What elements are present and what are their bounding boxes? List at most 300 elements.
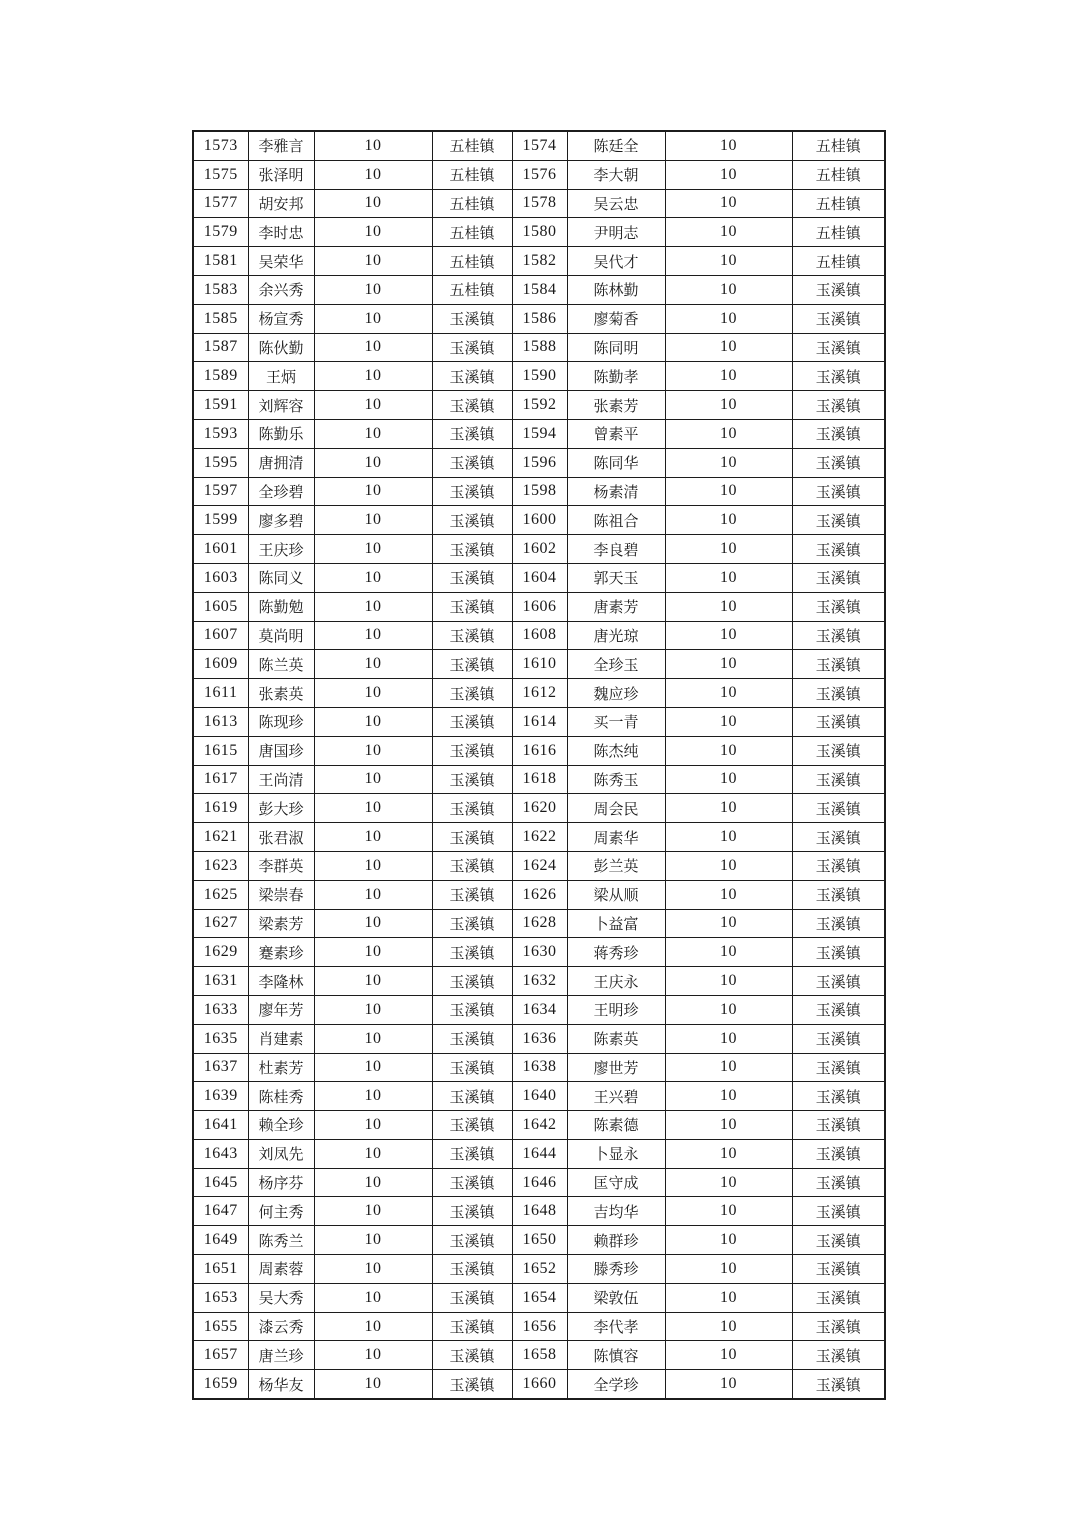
amount-left: 10 xyxy=(314,362,432,391)
person-name-left: 李隆林 xyxy=(248,967,314,996)
table-row xyxy=(193,1283,885,1312)
record-id-left: 1613 xyxy=(193,707,248,736)
amount-left: 10 xyxy=(314,1197,432,1226)
person-name-left: 王庆珍 xyxy=(248,535,314,564)
record-id-left: 1589 xyxy=(193,362,248,391)
record-id-left: 1645 xyxy=(193,1168,248,1197)
town-right: 玉溪镇 xyxy=(792,1312,885,1341)
town-right: 五桂镇 xyxy=(792,247,885,276)
amount-right: 10 xyxy=(665,707,792,736)
table-row xyxy=(193,1197,885,1226)
table-row xyxy=(193,275,885,304)
record-id-right: 1652 xyxy=(512,1255,567,1284)
amount-left: 10 xyxy=(314,333,432,362)
person-name-left: 李雅言 xyxy=(248,131,314,160)
record-id-left: 1573 xyxy=(193,131,248,160)
town-left: 玉溪镇 xyxy=(432,1053,512,1082)
record-id-right: 1608 xyxy=(512,621,567,650)
amount-right: 10 xyxy=(665,477,792,506)
table-row xyxy=(193,1370,885,1399)
town-left: 玉溪镇 xyxy=(432,535,512,564)
record-id-left: 1583 xyxy=(193,275,248,304)
amount-left: 10 xyxy=(314,391,432,420)
town-right: 玉溪镇 xyxy=(792,448,885,477)
table-row xyxy=(193,880,885,909)
table-row xyxy=(193,1024,885,1053)
amount-right: 10 xyxy=(665,1197,792,1226)
record-id-right: 1636 xyxy=(512,1024,567,1053)
table-row xyxy=(193,333,885,362)
table-row xyxy=(193,218,885,247)
amount-left: 10 xyxy=(314,275,432,304)
amount-left: 10 xyxy=(314,938,432,967)
amount-right: 10 xyxy=(665,535,792,564)
town-left: 玉溪镇 xyxy=(432,506,512,535)
person-name-left: 余兴秀 xyxy=(248,275,314,304)
town-left: 玉溪镇 xyxy=(432,823,512,852)
town-right: 玉溪镇 xyxy=(792,1370,885,1399)
amount-left: 10 xyxy=(314,679,432,708)
person-name-right: 李大朝 xyxy=(567,160,665,189)
person-name-left: 陈伙勤 xyxy=(248,333,314,362)
amount-left: 10 xyxy=(314,506,432,535)
person-name-right: 曾素平 xyxy=(567,419,665,448)
record-id-left: 1585 xyxy=(193,304,248,333)
record-id-right: 1642 xyxy=(512,1111,567,1140)
table-row xyxy=(193,1341,885,1370)
record-id-left: 1619 xyxy=(193,794,248,823)
town-left: 玉溪镇 xyxy=(432,650,512,679)
table-row xyxy=(193,563,885,592)
amount-right: 10 xyxy=(665,967,792,996)
town-left: 玉溪镇 xyxy=(432,448,512,477)
person-name-left: 全珍碧 xyxy=(248,477,314,506)
town-right: 玉溪镇 xyxy=(792,477,885,506)
town-left: 玉溪镇 xyxy=(432,1370,512,1399)
record-id-left: 1659 xyxy=(193,1370,248,1399)
amount-right: 10 xyxy=(665,1370,792,1399)
person-name-left: 陈勤乐 xyxy=(248,419,314,448)
person-name-left: 莫尚明 xyxy=(248,621,314,650)
amount-right: 10 xyxy=(665,736,792,765)
person-name-left: 漆云秀 xyxy=(248,1312,314,1341)
town-left: 五桂镇 xyxy=(432,160,512,189)
amount-right: 10 xyxy=(665,851,792,880)
record-id-left: 1605 xyxy=(193,592,248,621)
table-row xyxy=(193,794,885,823)
record-id-right: 1614 xyxy=(512,707,567,736)
town-right: 玉溪镇 xyxy=(792,275,885,304)
town-right: 玉溪镇 xyxy=(792,592,885,621)
person-name-left: 赖全珍 xyxy=(248,1111,314,1140)
table-row xyxy=(193,621,885,650)
amount-left: 10 xyxy=(314,1283,432,1312)
town-right: 五桂镇 xyxy=(792,131,885,160)
town-left: 五桂镇 xyxy=(432,218,512,247)
amount-right: 10 xyxy=(665,218,792,247)
town-right: 玉溪镇 xyxy=(792,419,885,448)
record-id-left: 1631 xyxy=(193,967,248,996)
amount-left: 10 xyxy=(314,247,432,276)
amount-left: 10 xyxy=(314,1082,432,1111)
record-id-right: 1646 xyxy=(512,1168,567,1197)
table-row xyxy=(193,823,885,852)
town-right: 玉溪镇 xyxy=(792,362,885,391)
table-row xyxy=(193,995,885,1024)
record-id-left: 1617 xyxy=(193,765,248,794)
record-id-right: 1622 xyxy=(512,823,567,852)
person-name-left: 蹇素珍 xyxy=(248,938,314,967)
record-id-left: 1611 xyxy=(193,679,248,708)
record-id-left: 1623 xyxy=(193,851,248,880)
town-right: 玉溪镇 xyxy=(792,736,885,765)
town-right: 玉溪镇 xyxy=(792,304,885,333)
person-name-left: 杨华友 xyxy=(248,1370,314,1399)
person-name-left: 李时忠 xyxy=(248,218,314,247)
person-name-left: 梁崇春 xyxy=(248,880,314,909)
record-id-left: 1587 xyxy=(193,333,248,362)
person-name-right: 滕秀珍 xyxy=(567,1255,665,1284)
person-name-left: 刘辉容 xyxy=(248,391,314,420)
town-right: 五桂镇 xyxy=(792,218,885,247)
person-name-left: 唐兰珍 xyxy=(248,1341,314,1370)
table-row xyxy=(193,938,885,967)
table-row xyxy=(193,1082,885,1111)
record-id-right: 1650 xyxy=(512,1226,567,1255)
person-name-right: 唐素芳 xyxy=(567,592,665,621)
person-name-right: 郭天玉 xyxy=(567,563,665,592)
person-name-left: 张君淑 xyxy=(248,823,314,852)
amount-right: 10 xyxy=(665,419,792,448)
town-right: 玉溪镇 xyxy=(792,707,885,736)
record-id-left: 1603 xyxy=(193,563,248,592)
amount-left: 10 xyxy=(314,419,432,448)
person-name-right: 陈秀玉 xyxy=(567,765,665,794)
amount-right: 10 xyxy=(665,938,792,967)
table-row xyxy=(193,1111,885,1140)
town-right: 玉溪镇 xyxy=(792,1111,885,1140)
amount-right: 10 xyxy=(665,247,792,276)
amount-left: 10 xyxy=(314,1312,432,1341)
amount-right: 10 xyxy=(665,995,792,1024)
town-right: 玉溪镇 xyxy=(792,880,885,909)
record-id-left: 1649 xyxy=(193,1226,248,1255)
person-name-right: 陈慎容 xyxy=(567,1341,665,1370)
table-row xyxy=(193,448,885,477)
record-id-left: 1643 xyxy=(193,1139,248,1168)
record-id-left: 1607 xyxy=(193,621,248,650)
person-name-left: 杨序芬 xyxy=(248,1168,314,1197)
town-right: 玉溪镇 xyxy=(792,621,885,650)
amount-left: 10 xyxy=(314,1053,432,1082)
amount-left: 10 xyxy=(314,909,432,938)
town-right: 玉溪镇 xyxy=(792,679,885,708)
record-id-right: 1630 xyxy=(512,938,567,967)
person-name-right: 彭兰英 xyxy=(567,851,665,880)
town-left: 玉溪镇 xyxy=(432,736,512,765)
record-id-right: 1594 xyxy=(512,419,567,448)
person-name-left: 陈现珍 xyxy=(248,707,314,736)
person-name-right: 梁敦伍 xyxy=(567,1283,665,1312)
person-name-right: 吉均华 xyxy=(567,1197,665,1226)
table-row xyxy=(193,477,885,506)
amount-left: 10 xyxy=(314,1370,432,1399)
amount-left: 10 xyxy=(314,448,432,477)
amount-right: 10 xyxy=(665,563,792,592)
amount-left: 10 xyxy=(314,621,432,650)
town-left: 玉溪镇 xyxy=(432,1283,512,1312)
record-id-right: 1658 xyxy=(512,1341,567,1370)
record-id-right: 1620 xyxy=(512,794,567,823)
town-left: 玉溪镇 xyxy=(432,909,512,938)
town-left: 玉溪镇 xyxy=(432,1226,512,1255)
person-name-left: 唐国珍 xyxy=(248,736,314,765)
table-row xyxy=(193,1168,885,1197)
record-id-left: 1655 xyxy=(193,1312,248,1341)
amount-left: 10 xyxy=(314,707,432,736)
person-name-left: 周素蓉 xyxy=(248,1255,314,1284)
beneficiary-table-body xyxy=(193,131,885,1399)
town-right: 玉溪镇 xyxy=(792,650,885,679)
amount-right: 10 xyxy=(665,1111,792,1140)
person-name-left: 何主秀 xyxy=(248,1197,314,1226)
person-name-left: 唐拥清 xyxy=(248,448,314,477)
town-left: 玉溪镇 xyxy=(432,794,512,823)
table-row xyxy=(193,967,885,996)
town-left: 玉溪镇 xyxy=(432,679,512,708)
person-name-right: 卜显永 xyxy=(567,1139,665,1168)
amount-right: 10 xyxy=(665,1082,792,1111)
person-name-right: 陈同华 xyxy=(567,448,665,477)
town-right: 玉溪镇 xyxy=(792,794,885,823)
person-name-right: 唐光琼 xyxy=(567,621,665,650)
amount-right: 10 xyxy=(665,1053,792,1082)
record-id-left: 1591 xyxy=(193,391,248,420)
person-name-right: 吴代才 xyxy=(567,247,665,276)
person-name-right: 王庆永 xyxy=(567,967,665,996)
record-id-right: 1644 xyxy=(512,1139,567,1168)
town-right: 玉溪镇 xyxy=(792,995,885,1024)
person-name-right: 陈素英 xyxy=(567,1024,665,1053)
town-left: 玉溪镇 xyxy=(432,1082,512,1111)
record-id-right: 1632 xyxy=(512,967,567,996)
amount-left: 10 xyxy=(314,823,432,852)
person-name-left: 杨宣秀 xyxy=(248,304,314,333)
person-name-right: 王明珍 xyxy=(567,995,665,1024)
record-id-left: 1601 xyxy=(193,535,248,564)
town-left: 玉溪镇 xyxy=(432,419,512,448)
record-id-left: 1599 xyxy=(193,506,248,535)
town-right: 玉溪镇 xyxy=(792,765,885,794)
record-id-left: 1641 xyxy=(193,1111,248,1140)
record-id-right: 1592 xyxy=(512,391,567,420)
person-name-right: 魏应珍 xyxy=(567,679,665,708)
record-id-left: 1625 xyxy=(193,880,248,909)
person-name-right: 李良碧 xyxy=(567,535,665,564)
record-id-right: 1660 xyxy=(512,1370,567,1399)
person-name-right: 卜益富 xyxy=(567,909,665,938)
amount-right: 10 xyxy=(665,506,792,535)
beneficiary-table xyxy=(192,130,886,1400)
person-name-right: 赖群珍 xyxy=(567,1226,665,1255)
record-id-left: 1647 xyxy=(193,1197,248,1226)
town-left: 玉溪镇 xyxy=(432,1024,512,1053)
table-row xyxy=(193,707,885,736)
person-name-right: 陈廷全 xyxy=(567,131,665,160)
town-right: 玉溪镇 xyxy=(792,823,885,852)
amount-left: 10 xyxy=(314,765,432,794)
record-id-right: 1586 xyxy=(512,304,567,333)
amount-left: 10 xyxy=(314,1341,432,1370)
record-id-right: 1640 xyxy=(512,1082,567,1111)
record-id-right: 1574 xyxy=(512,131,567,160)
record-id-right: 1590 xyxy=(512,362,567,391)
record-id-left: 1579 xyxy=(193,218,248,247)
record-id-right: 1596 xyxy=(512,448,567,477)
town-right: 玉溪镇 xyxy=(792,1082,885,1111)
person-name-right: 陈祖合 xyxy=(567,506,665,535)
town-right: 五桂镇 xyxy=(792,160,885,189)
town-left: 玉溪镇 xyxy=(432,1168,512,1197)
person-name-left: 张素英 xyxy=(248,679,314,708)
amount-left: 10 xyxy=(314,131,432,160)
town-left: 玉溪镇 xyxy=(432,1255,512,1284)
person-name-left: 吴大秀 xyxy=(248,1283,314,1312)
amount-left: 10 xyxy=(314,160,432,189)
person-name-left: 吴荣华 xyxy=(248,247,314,276)
table-row xyxy=(193,679,885,708)
town-right: 玉溪镇 xyxy=(792,1024,885,1053)
amount-right: 10 xyxy=(665,189,792,218)
amount-left: 10 xyxy=(314,1226,432,1255)
record-id-left: 1595 xyxy=(193,448,248,477)
town-right: 玉溪镇 xyxy=(792,1197,885,1226)
record-id-right: 1588 xyxy=(512,333,567,362)
amount-left: 10 xyxy=(314,189,432,218)
person-name-left: 王尚清 xyxy=(248,765,314,794)
person-name-right: 梁从顺 xyxy=(567,880,665,909)
amount-left: 10 xyxy=(314,967,432,996)
person-name-right: 全珍玉 xyxy=(567,650,665,679)
town-left: 玉溪镇 xyxy=(432,967,512,996)
amount-left: 10 xyxy=(314,880,432,909)
amount-right: 10 xyxy=(665,621,792,650)
table-row xyxy=(193,304,885,333)
town-right: 玉溪镇 xyxy=(792,1283,885,1312)
town-right: 玉溪镇 xyxy=(792,535,885,564)
person-name-right: 陈杰纯 xyxy=(567,736,665,765)
amount-right: 10 xyxy=(665,333,792,362)
table-row xyxy=(193,160,885,189)
person-name-left: 陈同义 xyxy=(248,563,314,592)
town-right: 玉溪镇 xyxy=(792,1168,885,1197)
town-right: 玉溪镇 xyxy=(792,909,885,938)
amount-right: 10 xyxy=(665,679,792,708)
record-id-right: 1656 xyxy=(512,1312,567,1341)
amount-left: 10 xyxy=(314,736,432,765)
amount-right: 10 xyxy=(665,1312,792,1341)
amount-left: 10 xyxy=(314,995,432,1024)
person-name-left: 刘凤先 xyxy=(248,1139,314,1168)
person-name-right: 买一青 xyxy=(567,707,665,736)
person-name-right: 陈素德 xyxy=(567,1111,665,1140)
record-id-left: 1581 xyxy=(193,247,248,276)
record-id-right: 1578 xyxy=(512,189,567,218)
town-left: 五桂镇 xyxy=(432,189,512,218)
amount-right: 10 xyxy=(665,391,792,420)
record-id-right: 1584 xyxy=(512,275,567,304)
record-id-left: 1609 xyxy=(193,650,248,679)
record-id-left: 1627 xyxy=(193,909,248,938)
record-id-right: 1626 xyxy=(512,880,567,909)
amount-left: 10 xyxy=(314,1139,432,1168)
amount-right: 10 xyxy=(665,160,792,189)
town-left: 五桂镇 xyxy=(432,275,512,304)
person-name-left: 陈秀兰 xyxy=(248,1226,314,1255)
person-name-right: 王兴碧 xyxy=(567,1082,665,1111)
amount-left: 10 xyxy=(314,535,432,564)
record-id-right: 1612 xyxy=(512,679,567,708)
record-id-right: 1600 xyxy=(512,506,567,535)
town-left: 玉溪镇 xyxy=(432,765,512,794)
table-row xyxy=(193,765,885,794)
person-name-right: 杨素清 xyxy=(567,477,665,506)
amount-right: 10 xyxy=(665,1283,792,1312)
record-id-left: 1597 xyxy=(193,477,248,506)
amount-left: 10 xyxy=(314,563,432,592)
town-left: 玉溪镇 xyxy=(432,592,512,621)
town-left: 五桂镇 xyxy=(432,247,512,276)
record-id-right: 1634 xyxy=(512,995,567,1024)
amount-right: 10 xyxy=(665,1226,792,1255)
person-name-right: 张素芳 xyxy=(567,391,665,420)
town-left: 玉溪镇 xyxy=(432,1197,512,1226)
person-name-left: 梁素芳 xyxy=(248,909,314,938)
record-id-right: 1604 xyxy=(512,563,567,592)
record-id-right: 1606 xyxy=(512,592,567,621)
table-row xyxy=(193,1139,885,1168)
table-row xyxy=(193,189,885,218)
person-name-right: 匡守成 xyxy=(567,1168,665,1197)
person-name-right: 陈勤孝 xyxy=(567,362,665,391)
person-name-right: 尹明志 xyxy=(567,218,665,247)
amount-right: 10 xyxy=(665,304,792,333)
record-id-left: 1577 xyxy=(193,189,248,218)
amount-right: 10 xyxy=(665,1168,792,1197)
town-left: 玉溪镇 xyxy=(432,938,512,967)
town-right: 玉溪镇 xyxy=(792,851,885,880)
amount-left: 10 xyxy=(314,218,432,247)
amount-right: 10 xyxy=(665,275,792,304)
amount-left: 10 xyxy=(314,794,432,823)
record-id-left: 1633 xyxy=(193,995,248,1024)
amount-left: 10 xyxy=(314,1168,432,1197)
town-right: 玉溪镇 xyxy=(792,1226,885,1255)
person-name-right: 廖菊香 xyxy=(567,304,665,333)
amount-right: 10 xyxy=(665,823,792,852)
person-name-left: 陈勤勉 xyxy=(248,592,314,621)
person-name-left: 杜素芳 xyxy=(248,1053,314,1082)
table-row xyxy=(193,506,885,535)
record-id-left: 1651 xyxy=(193,1255,248,1284)
record-id-left: 1593 xyxy=(193,419,248,448)
amount-left: 10 xyxy=(314,304,432,333)
amount-right: 10 xyxy=(665,909,792,938)
amount-right: 10 xyxy=(665,880,792,909)
record-id-left: 1615 xyxy=(193,736,248,765)
amount-right: 10 xyxy=(665,794,792,823)
amount-left: 10 xyxy=(314,592,432,621)
